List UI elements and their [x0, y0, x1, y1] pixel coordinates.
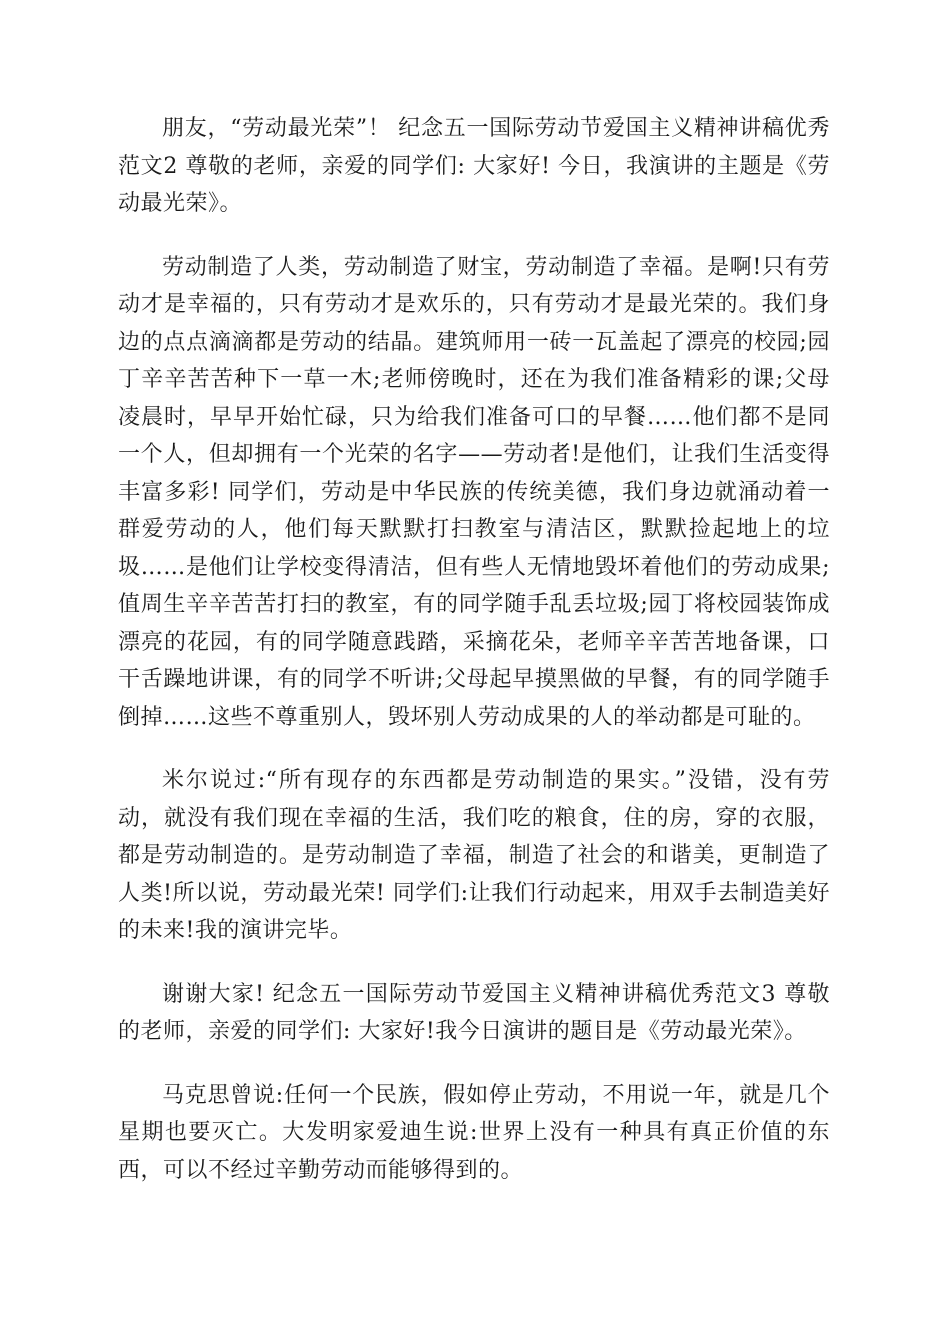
paragraph-1: 朋友，“劳动最光荣”！ 纪念五一国际劳动节爱国主义精神讲稿优秀范文2 尊敬的老师，亲爱的同学们: 大家好! 今日，我演讲的主题是《劳动最光荣》。 — [118, 116, 830, 216]
paragraph-4: 谢谢大家! 纪念五一国际劳动节爱国主义精神讲稿优秀范文3 尊敬的老师，亲爱的同学们: 大家好!我今日演讲的题目是《劳动最光荣》。 — [118, 981, 830, 1044]
paragraph-5: 马克思曾说:任何一个民族，假如停止劳动，不用说一年，就是几个星期也要灭亡。大发明家爱迪生说:世界上没有一种具有真正价值的东西，可以不经过辛勤劳动而能够得到的。 — [118, 1082, 830, 1183]
document-body — [118, 110, 830, 1215]
paragraph-2: 劳动制造了人类，劳动制造了财宝，劳动制造了幸福。是啊!只有劳动才是幸福的，只有劳动才是欢乐的，只有劳动才是最光荣的。我们身边的点点滴滴都是劳动的结晶。建筑师用一砖一瓦盖起了漂亮的校园;园丁辛辛苦苦种下一草一木;老师傍晚时，还在为我们准备精彩的课;父母凌晨时，早早开始忙碌，只为给我们准备可口的早餐……他们都不是同一个人，但却拥有一个光荣的名字——劳动者!是他们，让我们生活变得丰富多彩! 同学们，劳动是中华民族的传统美德，我们身边就涌动着一群爱劳动的人，他们每天默默打扫教室与清洁区，默默捡起地上的垃圾……是他们让学校变得清洁，但有些人无情地毁坏着他们的劳动成果;值周生辛辛苦苦打扫的教室，有的同学随手乱丢垃圾;园丁将校园装饰成漂亮的花园，有的同学随意践踏，采摘花朵，老师辛辛苦苦地备课，口干舌躁地讲课，有的同学不听讲;父母起早摸黑做的早餐，有的同学随手倒掉……这些不尊重别人，毁坏别人劳动成果的人的举动都是可耻的。 — [118, 254, 830, 730]
paragraph-3: 米尔说过:“所有现存的东西都是劳动制造的果实。”没错，没有劳动，就没有我们现在幸福的生活，我们吃的粮食，住的房，穿的衣服，都是劳动制造的。是劳动制造了幸福，制造了社会的和谐美，更制造了人类!所以说，劳动最光荣! 同学们:让我们行动起来，用双手去制造美好的未来!我的演讲完毕。 — [118, 768, 830, 943]
